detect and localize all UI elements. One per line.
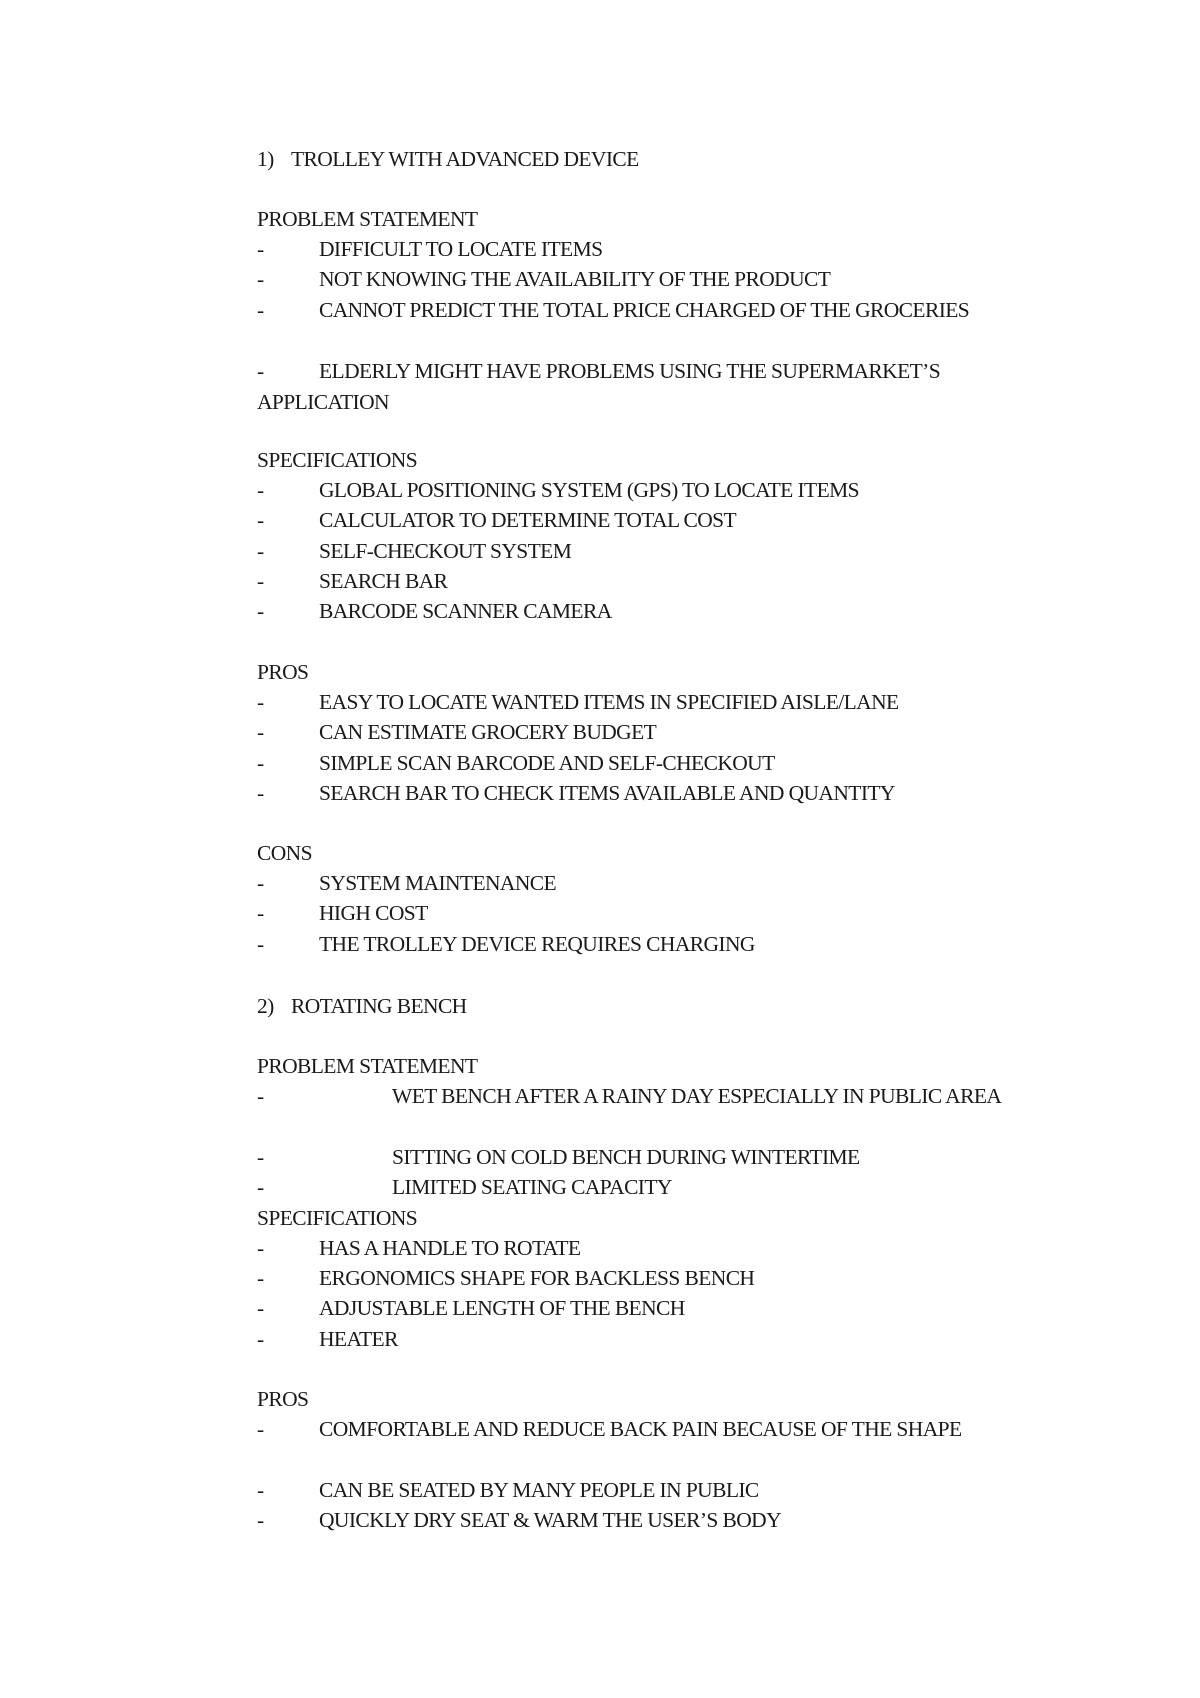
list-item-text: GLOBAL POSITIONING SYSTEM (GPS) TO LOCATE ITEMS [319, 478, 859, 502]
section-1-cons-heading: CONS [257, 841, 312, 865]
bullet-dash: - [257, 298, 264, 322]
bullet-dash: - [257, 1145, 264, 1169]
list-item-text: CAN ESTIMATE GROCERY BUDGET [319, 720, 657, 744]
bullet-dash: - [257, 508, 264, 532]
list-item-text: SEARCH BAR TO CHECK ITEMS AVAILABLE AND QUANTITY [319, 781, 895, 805]
list-item-text: NOT KNOWING THE AVAILABILITY OF THE PRODUCT [319, 267, 831, 291]
list-item-text: CANNOT PREDICT THE TOTAL PRICE CHARGED OF THE GROCERIES [319, 298, 970, 322]
section-2-title-text: ROTATING BENCH [291, 994, 467, 1018]
list-item-text: WET BENCH AFTER A RAINY DAY ESPECIALLY IN PUBLIC AREA [392, 1084, 1002, 1108]
list-item [257, 1505, 1057, 1536]
bullet-dash: - [257, 1175, 264, 1199]
list-item [257, 1324, 1057, 1355]
list-item [257, 778, 1057, 809]
list-item-text: ELDERLY MIGHT HAVE PROBLEMS USING THE SUPERMARKET’S APPLICATION [257, 359, 941, 414]
bullet-dash: - [257, 478, 264, 502]
list-item-text: DIFFICULT TO LOCATE ITEMS [319, 237, 603, 261]
section-2-number: 2) [257, 994, 274, 1018]
section-1-number: 1) [257, 147, 274, 171]
bullet-dash: - [257, 1266, 264, 1290]
list-item-text: CAN BE SEATED BY MANY PEOPLE IN PUBLIC [319, 1478, 759, 1502]
list-item-text: QUICKLY DRY SEAT & WARM THE USER’S BODY [319, 1508, 782, 1532]
list-item [257, 898, 1057, 929]
list-item [257, 717, 1057, 748]
list-item [257, 295, 1057, 326]
list-item [257, 1263, 1057, 1294]
section-1-title [257, 147, 639, 172]
list-item [257, 234, 1057, 265]
bullet-dash: - [257, 932, 264, 956]
list-item [257, 536, 1057, 567]
list-item-text: HEATER [319, 1327, 398, 1351]
list-item [257, 566, 1057, 597]
section-1-problem-heading: PROBLEM STATEMENT [257, 207, 478, 231]
list-item [257, 1081, 1057, 1112]
bullet-dash: - [257, 569, 264, 593]
section-2-pros-heading: PROS [257, 1387, 309, 1411]
list-item-text: ADJUSTABLE LENGTH OF THE BENCH [319, 1296, 685, 1320]
list-item-text: HAS A HANDLE TO ROTATE [319, 1236, 581, 1260]
list-item [257, 1172, 1057, 1203]
section-1-spec-heading: SPECIFICATIONS [257, 448, 418, 472]
list-item [257, 1414, 1057, 1445]
list-item-text: CALCULATOR TO DETERMINE TOTAL COST [319, 508, 737, 532]
bullet-dash: - [257, 1478, 264, 1502]
list-item-text: SYSTEM MAINTENANCE [319, 871, 557, 895]
list-item-text: BARCODE SCANNER CAMERA [319, 599, 612, 623]
section-2-spec-heading: SPECIFICATIONS [257, 1206, 418, 1230]
list-item-text: SELF-CHECKOUT SYSTEM [319, 539, 572, 563]
section-2-title [257, 994, 467, 1019]
list-item [257, 505, 1057, 536]
bullet-dash: - [257, 1417, 264, 1441]
bullet-dash: - [257, 901, 264, 925]
list-item [257, 929, 1057, 960]
section-1-title-text: TROLLEY WITH ADVANCED DEVICE [291, 147, 639, 171]
bullet-dash: - [257, 1084, 264, 1108]
list-item [257, 687, 1057, 718]
list-item [257, 1142, 1057, 1173]
list-item-text: SEARCH BAR [319, 569, 448, 593]
bullet-dash: - [257, 871, 264, 895]
list-item-text: THE TROLLEY DEVICE REQUIRES CHARGING [319, 932, 755, 956]
list-item [257, 1293, 1057, 1324]
section-1-pros-heading: PROS [257, 660, 309, 684]
list-item [257, 1475, 1057, 1506]
bullet-dash: - [257, 539, 264, 563]
bullet-dash: - [257, 1236, 264, 1260]
list-item-text: ERGONOMICS SHAPE FOR BACKLESS BENCH [319, 1266, 755, 1290]
bullet-dash: - [257, 359, 264, 383]
list-item-text: SIMPLE SCAN BARCODE AND SELF-CHECKOUT [319, 751, 775, 775]
list-item-text: HIGH COST [319, 901, 428, 925]
bullet-dash: - [257, 690, 264, 714]
list-item [257, 1233, 1057, 1264]
list-item [257, 264, 1057, 295]
bullet-dash: - [257, 237, 264, 261]
bullet-dash: - [257, 599, 264, 623]
list-item [257, 868, 1057, 899]
section-2-problem-heading: PROBLEM STATEMENT [257, 1054, 478, 1078]
bullet-dash: - [257, 1508, 264, 1532]
list-item [257, 596, 1057, 627]
bullet-dash: - [257, 751, 264, 775]
list-item [257, 748, 1057, 779]
bullet-dash: - [257, 1296, 264, 1320]
list-item-text: LIMITED SEATING CAPACITY [392, 1175, 672, 1199]
bullet-dash: - [257, 720, 264, 744]
list-item [257, 475, 1057, 506]
bullet-dash: - [257, 267, 264, 291]
list-item-text: COMFORTABLE AND REDUCE BACK PAIN BECAUSE OF THE SHAPE [319, 1417, 962, 1441]
list-item-text: EASY TO LOCATE WANTED ITEMS IN SPECIFIED AISLE/LANE [319, 690, 899, 714]
bullet-dash: - [257, 1327, 264, 1351]
list-item [257, 356, 1057, 417]
list-item-text: SITTING ON COLD BENCH DURING WINTERTIME [392, 1145, 860, 1169]
bullet-dash: - [257, 781, 264, 805]
